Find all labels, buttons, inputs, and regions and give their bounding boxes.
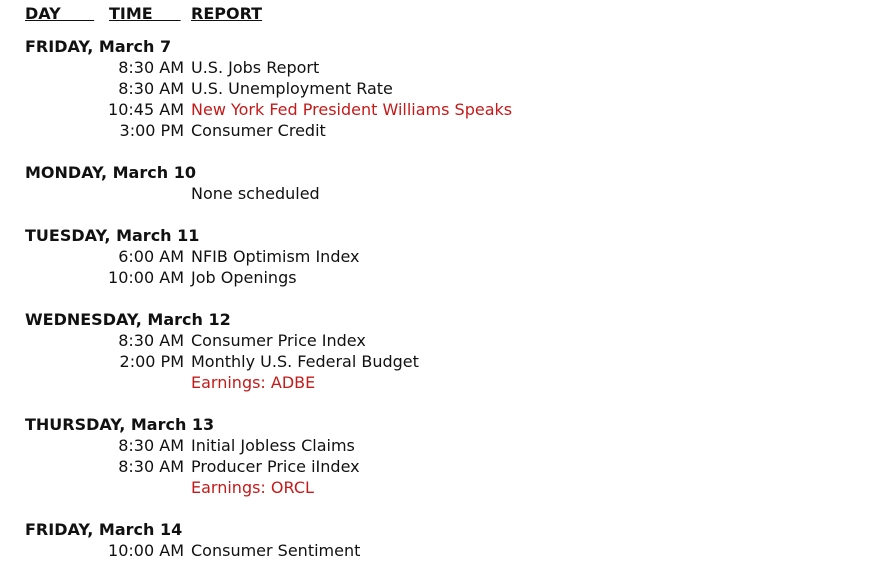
event-row [25, 456, 875, 477]
event-report: NFIB Optimism Index [191, 247, 360, 266]
event-row [25, 351, 875, 372]
column-headers [25, 4, 875, 26]
day-list [25, 36, 875, 561]
event-report: Earnings: ORCL [191, 478, 314, 497]
day-section [25, 414, 875, 498]
event-report: Consumer Price Index [191, 331, 366, 350]
event-row [25, 435, 875, 456]
event-report: Consumer Credit [191, 121, 326, 140]
event-report: Job Openings [191, 268, 297, 287]
event-report: Consumer Sentiment [191, 541, 361, 560]
economic-calendar [25, 4, 875, 561]
event-time: 10:45 AM [108, 100, 184, 119]
day-title: FRIDAY, March 14 [25, 520, 183, 539]
day-section [25, 36, 875, 141]
event-time: 10:00 AM [108, 268, 184, 287]
day-title: TUESDAY, March 11 [25, 226, 200, 245]
day-title: MONDAY, March 10 [25, 163, 196, 182]
event-report: New York Fed President Williams Speaks [191, 100, 513, 119]
event-time: 8:30 AM [118, 457, 184, 476]
event-report: Initial Jobless Claims [191, 436, 355, 455]
event-row [25, 183, 875, 204]
event-row [25, 477, 875, 498]
event-time: 8:30 AM [118, 58, 184, 77]
day-section [25, 162, 875, 204]
day-section [25, 519, 875, 561]
event-report: U.S. Unemployment Rate [191, 79, 393, 98]
event-time: 8:30 AM [118, 436, 184, 455]
event-row [25, 267, 875, 288]
event-row [25, 372, 875, 393]
day-title: WEDNESDAY, March 12 [25, 310, 231, 329]
event-report: Earnings: ADBE [191, 373, 316, 392]
event-time: 8:30 AM [118, 331, 184, 350]
event-row [25, 78, 875, 99]
event-time: 3:00 PM [119, 121, 184, 140]
event-time: 6:00 AM [118, 247, 184, 266]
day-title: FRIDAY, March 7 [25, 37, 172, 56]
event-report: Producer Price iIndex [191, 457, 360, 476]
day-section [25, 225, 875, 288]
report-column-header: REPORT [191, 4, 263, 23]
event-report: Monthly U.S. Federal Budget [191, 352, 419, 371]
event-row [25, 540, 875, 561]
day-section [25, 309, 875, 393]
event-row [25, 99, 875, 120]
day-title: THURSDAY, March 13 [25, 415, 215, 434]
event-row [25, 330, 875, 351]
event-report: U.S. Jobs Report [191, 58, 320, 77]
event-report: None scheduled [191, 184, 320, 203]
event-time: 2:00 PM [119, 352, 184, 371]
event-row [25, 120, 875, 141]
event-time: 8:30 AM [118, 79, 184, 98]
time-column-header: TIME [109, 4, 181, 23]
event-time: 10:00 AM [108, 541, 184, 560]
event-row [25, 57, 875, 78]
day-column-header: DAY [25, 4, 95, 23]
event-row [25, 246, 875, 267]
